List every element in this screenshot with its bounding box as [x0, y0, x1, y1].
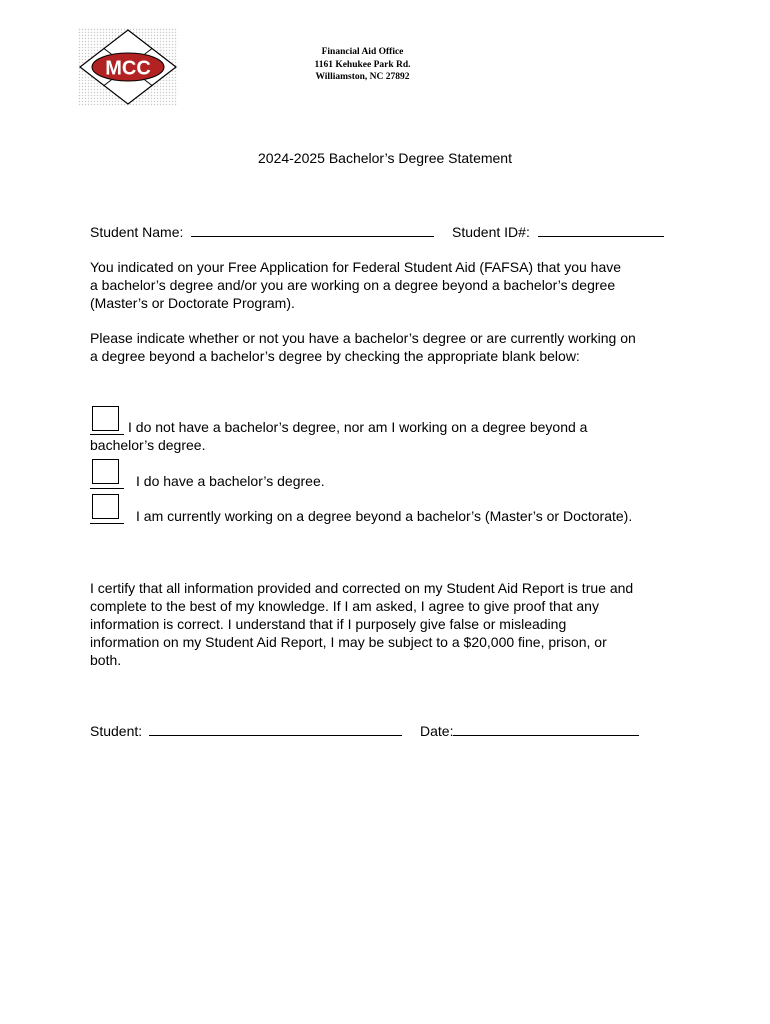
checkbox-working-beyond[interactable] [92, 494, 119, 519]
student-signature-blank[interactable] [149, 721, 402, 736]
student-signature-label: Student: [90, 723, 143, 739]
date-field [420, 721, 639, 739]
student-signature-field [90, 721, 402, 739]
option-no-degree-line1: I do not have a bachelor’s degree, nor am I working on a degree beyond a [128, 419, 588, 435]
office-address [280, 46, 445, 84]
option-working-beyond: I am currently working on a degree beyond a bachelor’s (Master’s or Doctorate). [136, 508, 633, 524]
office-city: Williamston, NC 27892 [315, 72, 410, 82]
student-name-field [90, 222, 434, 240]
blank-no-degree [90, 434, 124, 435]
certification-paragraph: I certify that all information provided and corrected on my Student Aid Report is true and complete to the best of my knowledge. If I am asked, I agree to give proof that any information is correct. I understand that if I purposely give false or misleading information on my Student Aid Report, I may be subject to a $20,000 fine, prison, or both. [90, 580, 634, 668]
logo-text: MCC [105, 57, 151, 80]
mcc-logo [78, 28, 178, 106]
checkbox-no-degree[interactable] [92, 406, 119, 431]
date-label: Date: [420, 723, 454, 739]
office-street: 1161 Kehukee Park Rd. [314, 59, 411, 70]
instruction-paragraph: Please indicate whether or not you have a bachelor’s degree or are currently working on a degree beyond a bachelor’s degree by checking the appropriate blank below: [90, 330, 636, 364]
student-id-field [452, 222, 664, 240]
checkbox-have-degree[interactable] [92, 459, 119, 484]
option-have-degree: I do have a bachelor’s degree. [136, 473, 325, 489]
student-id-label: Student ID#: [452, 224, 530, 240]
option-no-degree-line2: bachelor’s degree. [90, 437, 206, 453]
intro-paragraph: You indicated on your Free Application for Federal Student Aid (FAFSA) that you have a bachelor’s degree and/or you are working on a degree beyond a bachelor’s degree (Master’s or Doctorate Program). [90, 259, 622, 311]
date-blank[interactable] [453, 721, 639, 736]
blank-have-degree [90, 488, 124, 489]
student-name-label: Student Name: [90, 224, 184, 240]
blank-working-beyond [90, 523, 124, 524]
office-name: Financial Aid Office [321, 47, 404, 57]
student-name-blank[interactable] [191, 222, 434, 237]
student-id-blank[interactable] [538, 222, 664, 237]
page-title: 2024-2025 Bachelor’s Degree Statement [258, 150, 512, 166]
